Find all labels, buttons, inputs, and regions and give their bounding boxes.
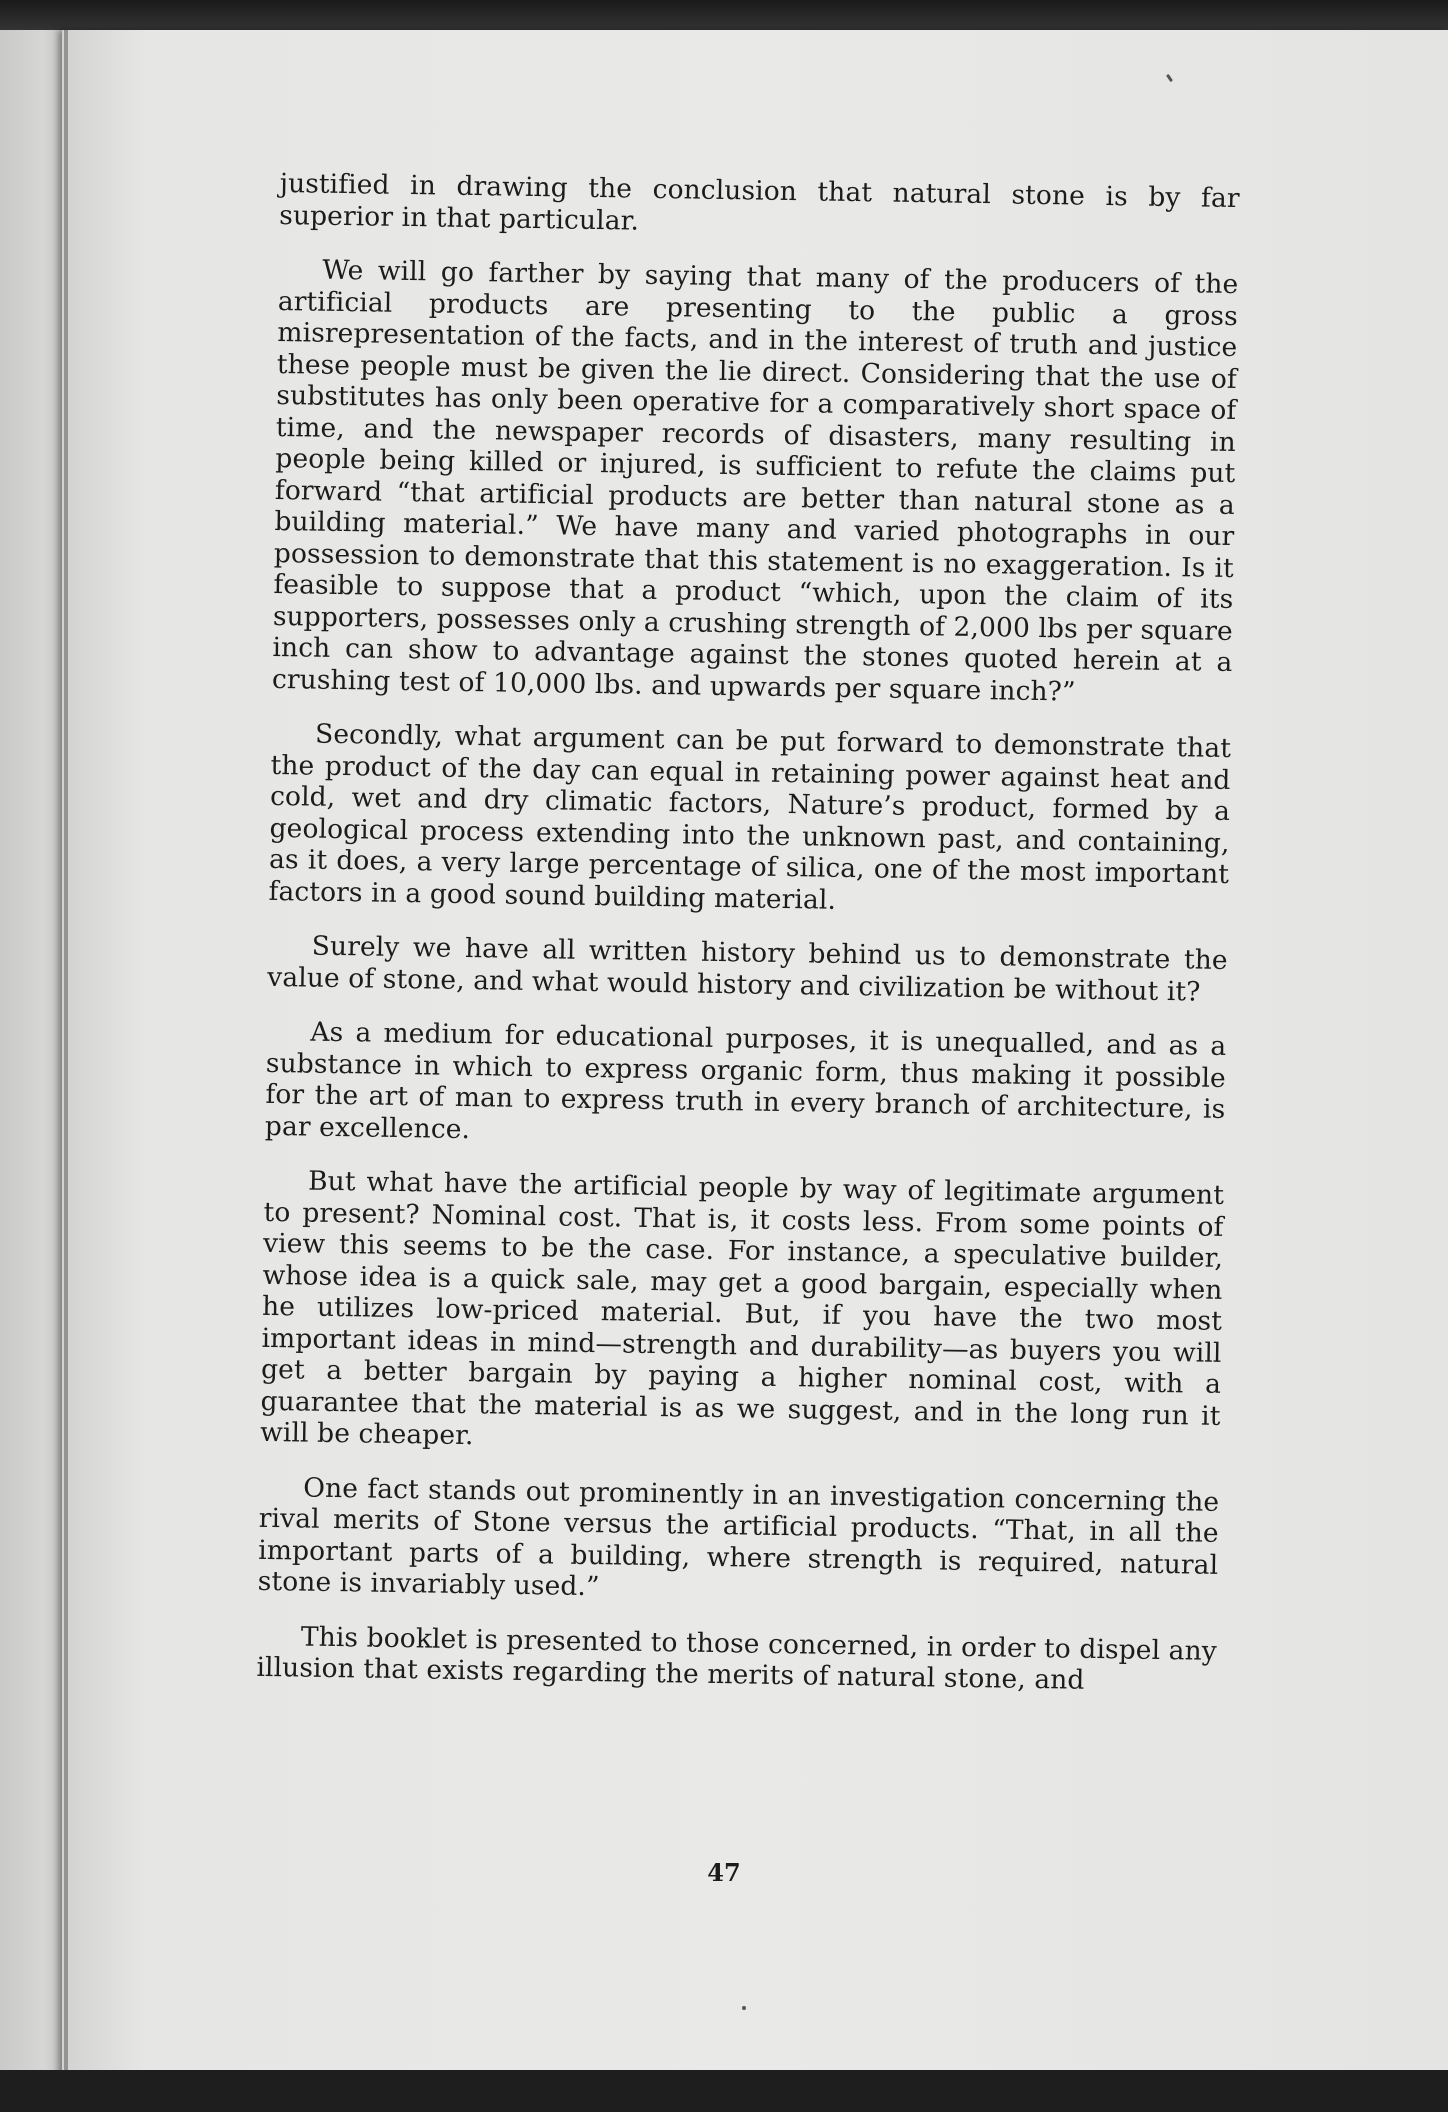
paper-speck: [742, 2006, 746, 2010]
paragraph-written-history: Surely we have all written history behind us to demonstrate the value of stone, and what would history and civilization be without it?: [267, 930, 1228, 1008]
binding-gutter: [64, 30, 68, 2080]
paragraph-nominal-cost: But what have the artificial people by way of legitimate argument to present? Nominal cost. That is, it costs less. From some points of view this seems to be the case. For instance, a speculative builder, whose idea is a quick sale, may get a good bargain, especially when he utilizes low-priced material. But, if you have the two most important ideas in mind—strength and durability—as buyers you will get a better bargain by paying a higher nominal cost, with a guarantee that the material is as we suggest, and in the long run it will be cheaper.: [259, 1165, 1225, 1452]
page-number: 47: [707, 1858, 741, 1887]
paragraph-climatic-factors: Secondly, what argument can be put forward to demonstrate that the product of the day can equal in retaining power against heat and cold, wet and dry climatic factors, Nature’s product, formed by a geological process extending into the unknown past, and containing, as it does, a very large percentage of silica, one of the most important factors in a good sound building material.: [268, 718, 1232, 916]
paragraph-producers-misrepresentation: We will go farther by saying that many of the producers of the artificial products are presenting to the public a gross misrepresentation of the facts, and in the interest of truth and justice these people must be given the lie direct. Considering that the use of substitutes has only been operative for a comparatively short space of time, and the newspaper records of disasters, many resulting in people being killed or injured, is sufficient to refute the claims put forward “that artificial products are better than natural stone as a building material.” We have many and varied photographs in our possession to demonstrate that this statement is no exaggeration. Is it feasible to suppose that a product “which, upon the claim of its supporters, possesses only a crushing strength of 2,000 lbs per square inch can show to advantage against the stones quoted herein at a crushing test of 10,000 lbs. and upwards per square inch?”: [271, 254, 1239, 708]
paragraph-booklet-purpose: This booklet is presented to those concerned, in order to dispel any illusion that exists regarding the merits of natural stone, and: [256, 1621, 1218, 1696]
paragraph-educational-medium: As a medium for educational purposes, it is unequalled, and as a substance in which to express organic form, thus making it possible for the art of man to express truth in every branch of architecture, is par excellence.: [264, 1016, 1227, 1145]
scan-bottom-border: [0, 2070, 1448, 2112]
paragraph-continuation: justified in drawing the conclusion that natural stone is by far superior in that particular.: [279, 168, 1240, 237]
paragraph-rival-merits: One fact stands out prominently in an investigation concerning the rival merits of Stone versus the artificial products. “That, in all the important parts of a building, where strength is required, natural stone is invariably used.”: [257, 1472, 1220, 1603]
body-text: [256, 168, 1240, 1721]
